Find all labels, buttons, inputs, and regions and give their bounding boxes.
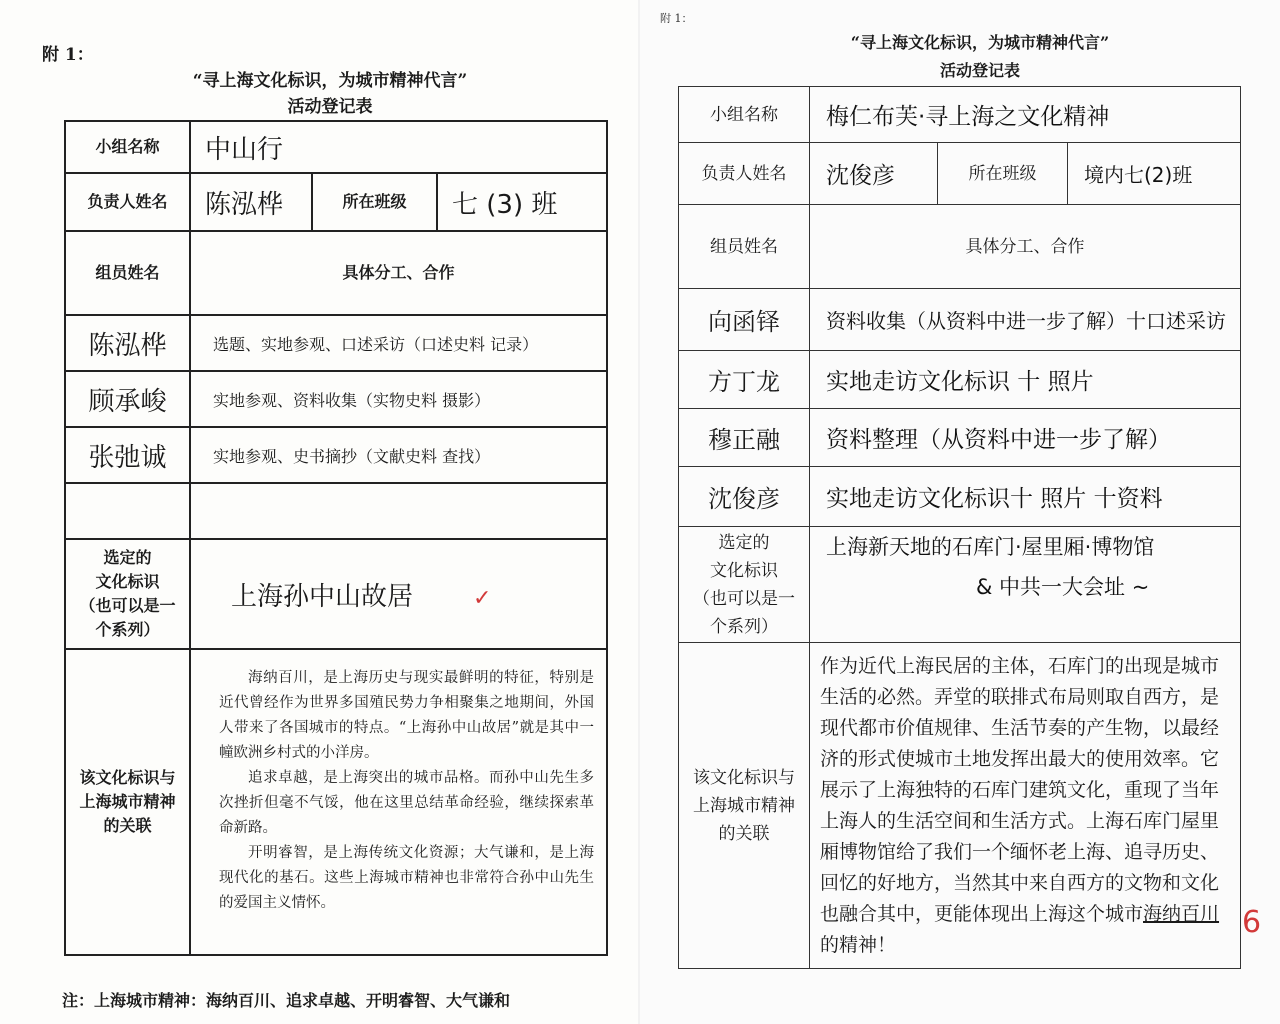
label-selected-symbol [65, 539, 190, 649]
label-class: 所在班级 [938, 143, 1068, 205]
member-task: 实地参观、资料收集（实物史料 摄影） [190, 371, 607, 427]
label-line: 选定的 [718, 532, 770, 553]
label-line: 该文化标识与 [79, 768, 176, 787]
group-name-value: 梅仁布芙·寻上海之文化精神 [810, 87, 1241, 143]
member-name: 向函铎 [679, 289, 810, 351]
label-division: 具体分工、合作 [810, 205, 1241, 289]
label-relation [679, 643, 810, 969]
label-line: 该文化标识与 [693, 767, 795, 788]
class-value: 境内七(2)班 [1068, 143, 1241, 205]
member-task: 选题、实地参观、口述采访（口述史料 记录） [190, 315, 607, 371]
group-name-value: 中山行 [190, 121, 607, 173]
label-selected-symbol [679, 527, 810, 643]
member-task: 资料整理（从资料中进一步了解） [810, 409, 1241, 467]
member-name: 张弛诚 [65, 427, 190, 483]
label-members: 组员姓名 [65, 231, 190, 315]
right-form-table [678, 86, 1241, 969]
symbol-text: 上海孙中山故居 [231, 581, 414, 612]
member-name: 沈俊彦 [679, 467, 810, 527]
label-line: 文化标识 [710, 560, 778, 581]
label-leader-name: 负责人姓名 [65, 173, 190, 231]
empty-member-name [65, 483, 190, 539]
label-line: 个系列） [95, 620, 160, 639]
empty-member-task [190, 483, 607, 539]
selected-symbol-value [810, 527, 1241, 643]
label-line: 的关联 [103, 816, 152, 835]
member-name: 方丁龙 [679, 351, 810, 409]
right-registration-form [640, 0, 1280, 1024]
label-line: 个系列） [710, 616, 778, 637]
form-title: “寻上海文化标识，为城市精神代言” [192, 71, 468, 91]
relation-paragraph: 海纳百川，是上海历史与现实最鲜明的特征，特别是近代曾经作为世界多国殖民势力争相聚集之地期间，外国人带来了各国城市的特点。“上海孙中山故居”就是其中一幢欧洲乡村式的小洋房。 [219, 670, 595, 761]
relation-tail: 的精神！ [820, 934, 897, 956]
member-task: 实地走访文化标识十 照片 十资料 [810, 467, 1241, 527]
relation-paragraph: 追求卓越，是上海突出的城市品格。而孙中山先生多次挫折但毫不气馁，他在这里总结革命经验，继续探索革命新路。 [219, 770, 595, 836]
member-task: 资料收集（从资料中进一步了解）十口述采访 [810, 289, 1241, 351]
label-line: 选定的 [103, 548, 152, 567]
relation-body: 作为近代上海民居的主体，石库门的出现是城市生活的必然。弄堂的联排式布局则取自西方，是现代都市价值规律、生活节奏的产生物，以最经济的形式使城市土地发挥出最大的使用效率。它展示了上海独特的石库门建筑文化，重现了当年上海人的生活空间和生活方式。上海石库门屋里厢博物馆给了我们一个缅怀老上海、追寻历史、回忆的好地方，当然其中来自西方的文物和文化也融合其中，更能体现出上海这个城市 [820, 655, 1220, 925]
label-line: 的关联 [718, 823, 770, 844]
label-leader-name: 负责人姓名 [679, 143, 810, 205]
label-line: 文化标识 [95, 572, 160, 591]
member-task: 实地参观、史书摘抄（文献史料 查找） [190, 427, 607, 483]
relation-highlight: 海纳百川 [1143, 903, 1220, 925]
annex-label: 附 1： [660, 12, 693, 25]
check-mark-icon: ✓ [473, 585, 492, 611]
selected-symbol-value [190, 539, 607, 649]
footnote: 注：上海城市精神：海纳百川、追求卓越、开明睿智、大气谦和 [62, 991, 511, 1010]
class-value: 七 (3) 班 [437, 173, 607, 231]
form-subtitle: 活动登记表 [287, 97, 373, 117]
relation-text [190, 649, 607, 955]
relation-text [810, 643, 1241, 969]
label-division: 具体分工、合作 [190, 231, 607, 315]
label-line: 上海城市精神 [693, 795, 795, 816]
symbol-line: 上海新天地的石库门·屋里厢·博物馆 [826, 535, 1155, 559]
label-relation [65, 649, 190, 955]
left-form-table [64, 120, 608, 956]
label-line: 上海城市精神 [79, 792, 176, 811]
member-task: 实地走访文化标识 十 照片 [810, 351, 1241, 409]
member-name: 陈泓桦 [65, 315, 190, 371]
label-members: 组员姓名 [679, 205, 810, 289]
member-name: 顾承峻 [65, 371, 190, 427]
label-line: （也可以是一 [693, 588, 795, 609]
symbol-line: & 中共一大会址 ~ [976, 575, 1150, 599]
relation-paragraph: 开明睿智，是上海传统文化资源；大气谦和，是上海现代化的基石。这些上海城市精神也非常符合孙中山先生的爱国主义情怀。 [219, 845, 595, 911]
annex-label: 附 1： [42, 45, 94, 65]
label-class: 所在班级 [312, 173, 437, 231]
grade-mark: 6 [1242, 905, 1262, 940]
form-subtitle: 活动登记表 [939, 61, 1020, 80]
label-group-name: 小组名称 [65, 121, 190, 173]
form-title: “寻上海文化标识，为城市精神代言” [850, 33, 1110, 52]
leader-name-value: 沈俊彦 [810, 143, 938, 205]
label-line: （也可以是一 [79, 596, 176, 615]
member-name: 穆正融 [679, 409, 810, 467]
label-group-name: 小组名称 [679, 87, 810, 143]
leader-name-value: 陈泓桦 [190, 173, 312, 231]
